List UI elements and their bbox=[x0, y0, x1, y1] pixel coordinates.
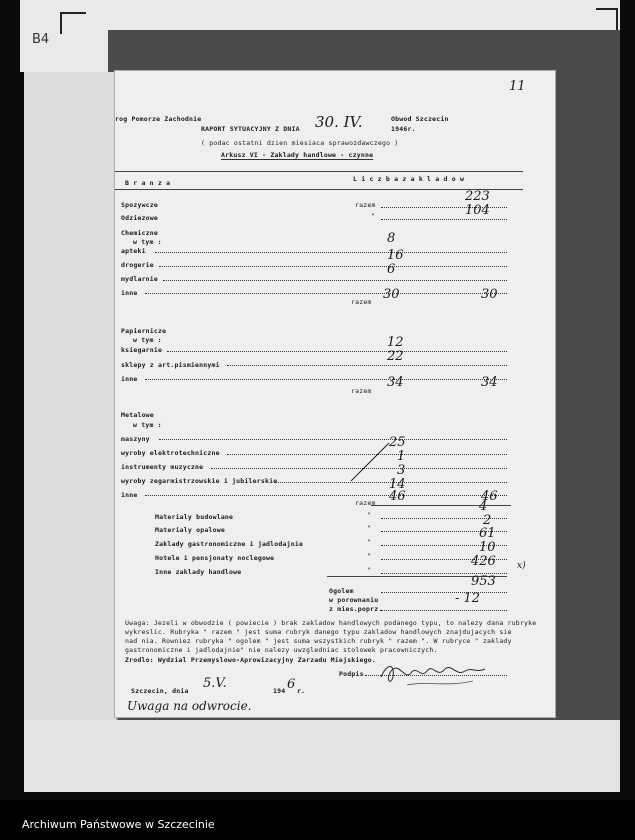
row-label: Odziezowe bbox=[121, 214, 159, 222]
subtotal-total: 30 bbox=[481, 287, 498, 302]
row-label: Ogolem bbox=[329, 587, 354, 595]
row-label: wyroby elektrotechniczne bbox=[121, 449, 220, 457]
report-subtitle: ( podac ostatni dzien miesiaca sprawozdawczego ) bbox=[201, 139, 399, 147]
film-bottom-strip bbox=[24, 720, 620, 792]
crop-mark-right bbox=[596, 8, 618, 30]
row-label: wyroby zegarmistrzowskie i jubilerskie bbox=[121, 477, 278, 485]
archive-name: Archiwum Państwowe w Szczecinie bbox=[22, 818, 215, 831]
obwod-label: Obwod Szczecin bbox=[391, 115, 449, 123]
row-label: Materialy budowlane bbox=[155, 513, 234, 521]
row-label: w porownaniu bbox=[329, 596, 379, 604]
razem-label: razem bbox=[351, 298, 372, 306]
razem-label: razem bbox=[355, 201, 376, 209]
report-sheet: 11 rog Pomorze Zachodnie RAPORT SYTUACYJNY Z DNIA 30. IV. Obwod Szczecin 1946r. ( podac ostatni dzien miesiaca sprawozdawczego ) Arkusz VI - Zaklady handlowe - czynne B r a n z a L i c z b a z a k l a d o w Spozywcze razem 223 Odziezowe " 104 Chemiczne w tym : apteki 8 drogerie 16 mydlarnie 6 inne razem 30 30 Papiernicze w tym : ksiegarnie 12 sklepy z art.pismiennymi 22 inne razem 34 34 Metalowe w tym : maszyny wyroby elektrotechniczne 25 instrumenty muzyczne 1 wyroby zegarmistrzowskie i jubilerskie 3 inne 14 razem 46 46 Materialy budowlane " 4 Materialy opalowe " 2 Zaklady gastronomiczne i jadlodajnie " 61 Hotele i pensjonaty noclegowe " 10 Inne zaklady handlowe " 426 x) Ogolem 953 w porownaniu z mies.poprz. - 12 Uwaga: Jezeli w obwodzie ( powiecie ) brak zakladow handlowych podanego typu, to nalezy dana rubryke wykreslic. Rubryka " razem " jest suma rubryk danego typu zakladow handlowych znajdujacych sie nad nia. Rowniez rubryka " ogolem " jest suma wszystkich rubryk " razem ". W rubryce " zaklady gastronomiczne i jadlodajnie" nie nalezy uwzgledniac stolowek pracowniczych. Zrodlo: Wydzial Przemyslowo-Aprowizacyjny Zarzadu Miejskiego. Podpis Szczecin, dnia 5.V. 194 6 r. Uwaga na odwrocie. bbox=[114, 70, 556, 718]
row-label: Materialy opalowe bbox=[155, 526, 225, 534]
total-value: 953 bbox=[471, 574, 496, 589]
report-year: 1946r. bbox=[391, 125, 416, 133]
row-value: 223 bbox=[465, 189, 490, 204]
signing-date: 5.V. bbox=[203, 676, 227, 691]
note-line: gastronomiczne i jadlodajnie" nie nalezy uwzgledniac stolowek pracowniczych. bbox=[125, 646, 438, 654]
subtotal-value: 30 bbox=[383, 287, 400, 302]
row-value: 2 bbox=[483, 513, 492, 528]
row-value: 8 bbox=[387, 231, 396, 246]
row-label: drogerie bbox=[121, 261, 154, 269]
col-branza: B r a n z a bbox=[125, 179, 171, 187]
razem-label: razem bbox=[351, 387, 372, 395]
report-title: RAPORT SYTUACYJNY Z DNIA bbox=[201, 125, 300, 133]
row-label: Hotele i pensjonaty noclegowe bbox=[155, 554, 275, 562]
place-label: Szczecin, dnia bbox=[131, 687, 189, 695]
note-line: wykreslic. Rubryka " razem " jest suma rubryk danego typu zakladow handlowych znajdujacych sie bbox=[125, 628, 512, 636]
row-label: mydlarnie bbox=[121, 275, 159, 283]
left-card bbox=[24, 72, 118, 720]
row-label: instrumenty muzyczne bbox=[121, 463, 204, 471]
row-value: 1 bbox=[397, 449, 406, 464]
section-label: Metalowe bbox=[121, 411, 154, 419]
source-line: Zrodlo: Wydzial Przemyslowo-Aprowizacyjny Zarzadu Miejskiego. bbox=[125, 656, 376, 664]
section-label: Chemiczne bbox=[121, 229, 159, 237]
row-value: 3 bbox=[397, 463, 406, 478]
page-number: 11 bbox=[509, 79, 526, 94]
row-value: 25 bbox=[389, 435, 406, 450]
report-date: 30. IV. bbox=[315, 113, 363, 131]
reference-mark: B4 bbox=[32, 32, 50, 47]
row-value: 426 bbox=[471, 554, 496, 569]
col-count: L i c z b a z a k l a d o w bbox=[353, 175, 465, 183]
row-label: inne bbox=[121, 375, 138, 383]
footnote-mark: x) bbox=[517, 561, 526, 571]
row-value: 10 bbox=[479, 540, 496, 555]
reverse-note: Uwaga na odwrocie. bbox=[127, 699, 252, 713]
year-digit: 6 bbox=[287, 677, 296, 692]
note-line: nad nia. Rowniez rubryka " ogolem " jest suma wszystkich rubryk " razem ". W rubryce " zaklady bbox=[125, 637, 512, 645]
subtotal-total: 34 bbox=[481, 375, 498, 390]
row-value: 22 bbox=[387, 349, 404, 364]
row-label: inne bbox=[121, 289, 138, 297]
sheet-title: Arkusz VI - Zaklady handlowe - czynne bbox=[221, 151, 374, 159]
row-value: 12 bbox=[387, 335, 404, 350]
row-label: ksiegarnie bbox=[121, 346, 163, 354]
section-label: Papiernicze bbox=[121, 327, 167, 335]
subtotal-value: 46 bbox=[389, 489, 406, 504]
row-value: 16 bbox=[387, 248, 404, 263]
note-line: Uwaga: Jezeli w obwodzie ( powiecie ) brak zakladow handlowych podanego typu, to nalezy dana rubryke bbox=[125, 619, 537, 627]
row-value: 61 bbox=[479, 526, 496, 541]
year-prefix: 194 bbox=[273, 687, 286, 695]
razem-label: razem bbox=[355, 499, 376, 507]
row-label: Zaklady gastronomiczne i jadlodajnie bbox=[155, 540, 304, 548]
row-label: Inne zaklady handlowe bbox=[155, 568, 242, 576]
row-label: Spozywcze bbox=[121, 201, 159, 209]
strike-mark bbox=[345, 435, 395, 485]
signature-label: Podpis bbox=[339, 670, 364, 678]
row-value: 4 bbox=[479, 499, 488, 514]
crop-mark-left bbox=[60, 12, 86, 34]
region-label: rog Pomorze Zachodnie bbox=[115, 115, 202, 123]
row-label: sklepy z art.pismiennymi bbox=[121, 361, 220, 369]
row-label: apteki bbox=[121, 247, 146, 255]
row-value: 6 bbox=[387, 262, 396, 277]
row-label: inne bbox=[121, 491, 138, 499]
subtotal-total: 46 bbox=[481, 489, 498, 504]
row-label: maszyny bbox=[121, 435, 150, 443]
row-value: 104 bbox=[465, 203, 490, 218]
comparison-value: - 12 bbox=[455, 591, 481, 606]
handwritten-signature bbox=[377, 657, 497, 691]
row-value: 14 bbox=[389, 477, 406, 492]
subtotal-value: 34 bbox=[387, 375, 404, 390]
